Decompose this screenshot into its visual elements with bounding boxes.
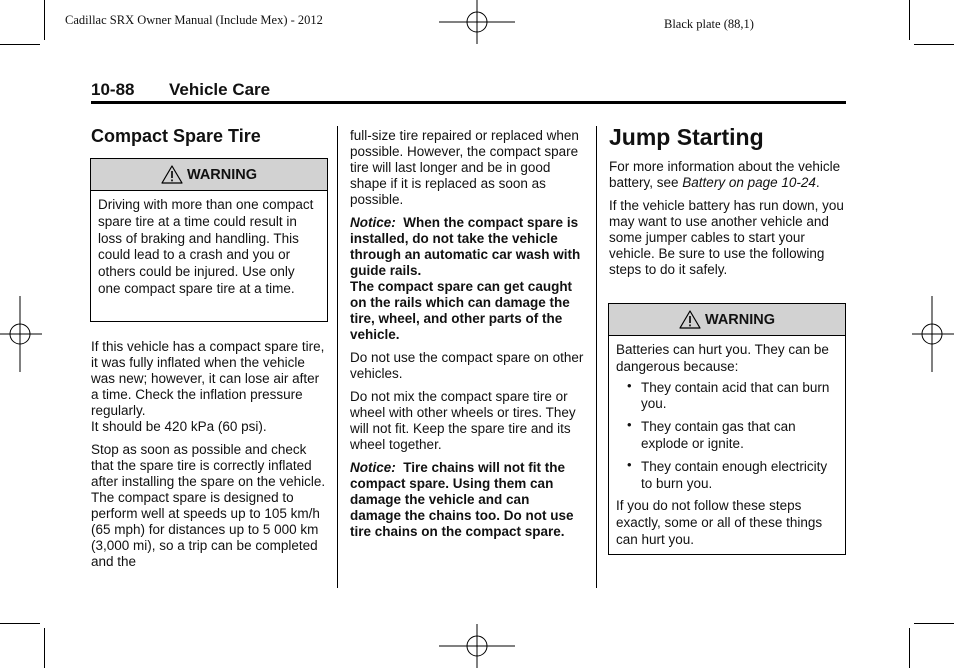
notice-text: The compact spare can get caught on the rails which can damage the tire, wheel, and other parts of the vehicle. [350,279,573,342]
warning-label: WARNING [186,166,258,183]
list-item: • They contain gas that can explode or ignite. [616,419,838,453]
warning-header [91,159,327,191]
notice-text: When the compact spare is installed, do not take the vehicle through an automatic car wash with guide rails. [350,215,581,278]
paragraph: full-size tire repaired or replaced when possible. However, the compact spare tire will last longer and be in good shape if it is replaced as soon as possible. [350,128,579,207]
crop-mark [44,628,45,668]
page-number: 10-88 [91,80,135,99]
page-header [91,80,270,100]
column-3-body [609,159,844,285]
crop-mark [0,623,40,624]
section-heading: Jump Starting [609,124,764,150]
paragraph: Do not use the compact spare on other vehicles. [350,350,584,381]
warning-box [90,158,328,322]
header-rule [91,101,846,104]
paragraph-text: If this vehicle has a compact spare tire, it was fully inflated when the vehicle was new; however, it can lose air after a time. Check the inflation pressure regularly. [91,339,325,418]
column-divider [337,126,338,588]
crop-mark [44,0,45,40]
list-item: • They contain acid that can burn you. [616,380,838,414]
notice-text: Tire chains will not fit the compact spare. Using them can damage the vehicle and can damage the chains too. Do not use tire chains on the compact spare. [350,460,574,539]
notice [350,460,584,540]
paragraph: Do not mix the compact spare tire or wheel with other wheels or tires. They will not fit. Keep the spare tire and its wheel together. [350,389,576,452]
warning-intro: Batteries can hurt you. They can be dangerous because: [616,342,829,374]
paragraph-text: . [815,175,820,190]
plate-label: Black plate (88,1) [664,17,754,31]
warning-triangle-icon [161,165,183,184]
registration-mark-icon [439,0,515,44]
cross-reference-link[interactable]: Battery on page 10-24 [682,175,816,190]
column-2-body [350,128,584,547]
notice-label: Notice: [350,215,396,230]
paragraph: Stop as soon as possible and check that the spare tire is correctly inflated after installing the spare on the vehicle. The compact spare is designed to perform well at speeds up to 105 km/h (65 mph) for distances up to 5 000 km (3,000 mi), so a trip can be completed and the [91,442,326,569]
list-item: • They contain enough electricity to burn you. [616,459,838,493]
crop-mark [914,44,954,45]
document-title: Cadillac SRX Owner Manual (Include Mex) - 2012 [65,13,323,27]
paragraph [91,339,327,435]
registration-mark-icon [0,296,42,372]
crop-mark [909,0,910,40]
section-heading: Compact Spare Tire [91,126,261,146]
warning-list [616,380,838,493]
warning-box [608,303,846,555]
section-title: Vehicle Care [169,80,271,99]
column-divider [596,126,597,588]
warning-text: Driving with more than one compact spare tire at a time could result in loss of braking and handling. This could lead to a crash and you or others could be injured. Use only one compact spare tire at a time. [98,197,314,296]
registration-mark-icon [912,296,954,372]
crop-mark [0,44,40,45]
warning-outro: If you do not follow these steps exactly, some or all of these things can hurt you. [616,498,823,547]
warning-header [609,304,845,336]
column-1-body [91,339,327,577]
registration-mark-icon [439,624,515,668]
pressure-text: It should be 420 kPa (60 psi). [91,419,267,434]
warning-triangle-icon [679,310,701,329]
crop-mark [909,628,910,668]
paragraph-text: For more information about the vehicle battery, see [609,159,841,190]
warning-body [609,336,845,555]
crop-mark [914,623,954,624]
notice-label: Notice: [350,460,396,475]
warning-label: WARNING [704,311,776,328]
paragraph: If the vehicle battery has run down, you may want to use another vehicle and some jumper cables to start your vehicle. Be sure to use the following steps to do it safely. [609,198,844,277]
paragraph [609,159,844,191]
notice [350,215,584,343]
